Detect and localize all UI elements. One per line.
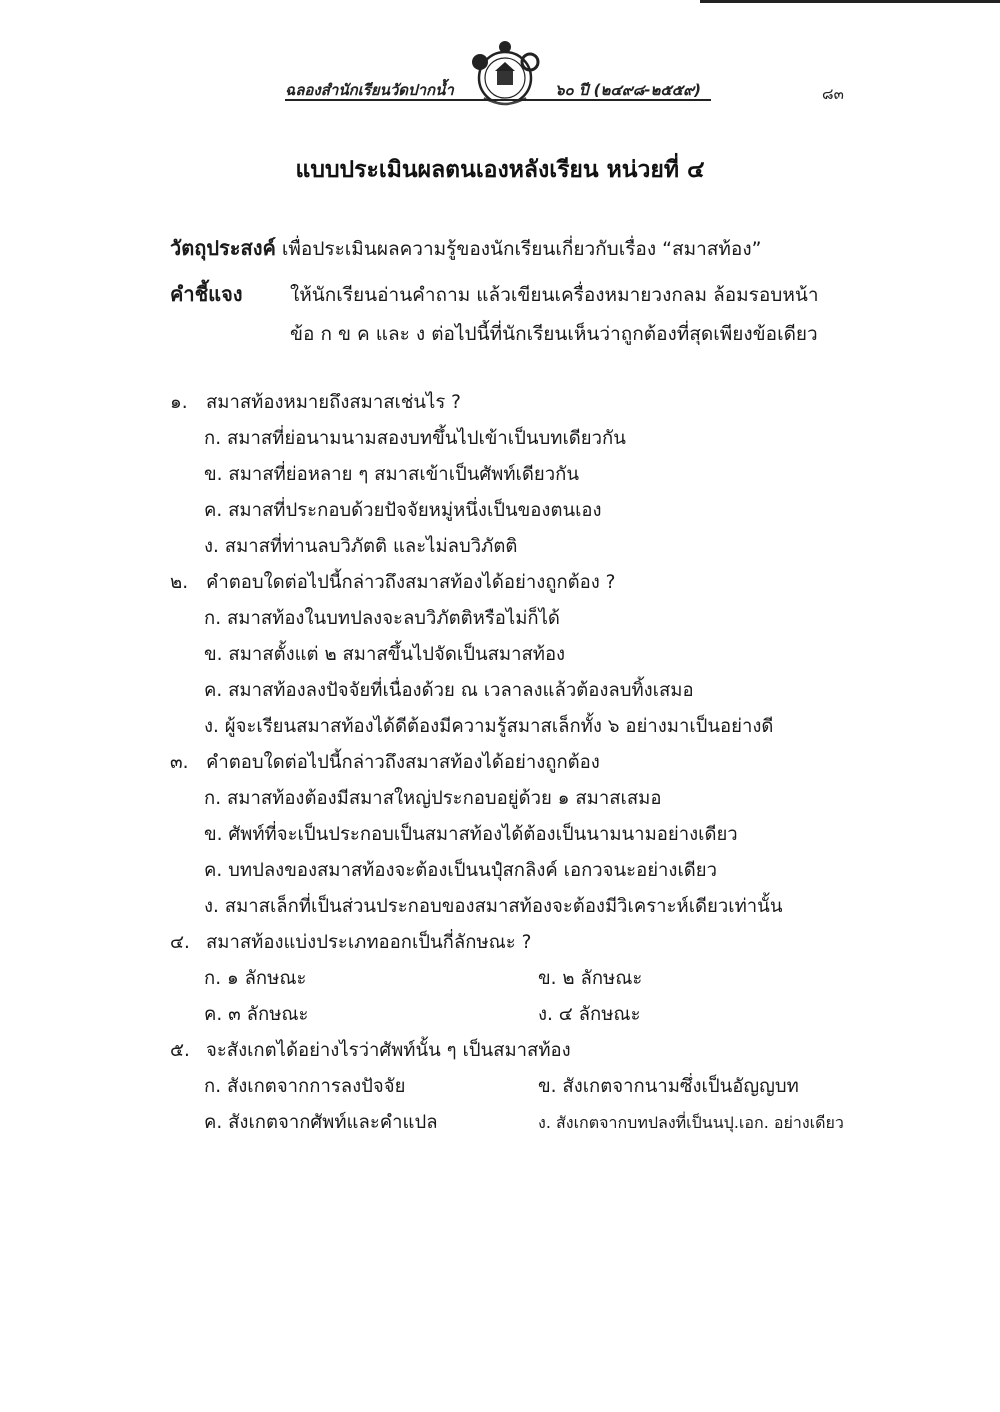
- option-item[interactable]: ค. สมาสที่ประกอบด้วยปัจจัยหมู่หนึ่งเป็นของตนเอง: [204, 500, 602, 521]
- option-item[interactable]: ก. สมาสท้องต้องมีสมาสใหญ่ประกอบอยู่ด้วย ๑ สมาสเสมอ: [204, 788, 662, 809]
- option-item[interactable]: ง. ผู้จะเรียนสมาสท้องได้ดีต้องมีความรู้สมาสเล็กทั้ง ๖ อย่างมาเป็นอย่างดี: [204, 716, 774, 737]
- option-item[interactable]: ก. สมาสท้องในบทปลงจะลบวิภัตติหรือไม่ก็ได้: [204, 608, 560, 629]
- question-text: คำตอบใดต่อไปนี้กล่าวถึงสมาสท้องได้อย่างถูกต้อง ?: [206, 572, 616, 593]
- objective-label: วัตถุประสงค์: [170, 236, 276, 260]
- option-item[interactable]: ค. ๓ ลักษณะ: [204, 1004, 309, 1025]
- option-item[interactable]: ก. สมาสที่ย่อนามนามสองบทขึ้นไปเข้าเป็นบทเดียวกัน: [204, 428, 626, 449]
- question-5: [170, 1033, 870, 1069]
- top-edge-rule: [700, 0, 1000, 3]
- option-item[interactable]: ง. ๔ ลักษณะ: [538, 1004, 641, 1025]
- question-number: ๑.: [170, 392, 188, 413]
- instruction-label: คำชี้แจง: [170, 282, 243, 306]
- option-row: [170, 997, 870, 1033]
- option-item[interactable]: ก. สังเกตจากการลงปัจจัย: [204, 1076, 406, 1097]
- instruction-line-1: ให้นักเรียนอ่านคำถาม แล้วเขียนเครื่องหมายวงกลม ล้อมรอบหน้า: [290, 284, 819, 306]
- question-1: [170, 385, 870, 421]
- option-item[interactable]: ง. สมาสที่ท่านลบวิภัตติ และไม่ลบวิภัตติ: [204, 536, 518, 557]
- question-text: สมาสท้องแบ่งประเภทออกเป็นกี่ลักษณะ ?: [206, 932, 532, 953]
- option-item[interactable]: ข. สังเกตจากนามซึ่งเป็นอัญญบท: [538, 1076, 799, 1097]
- option-item[interactable]: ง. สมาสเล็กที่เป็นส่วนประกอบของสมาสท้องจะต้องมีวิเคราะห์เดียวเท่านั้น: [204, 896, 783, 917]
- question-text: คำตอบใดต่อไปนี้กล่าวถึงสมาสท้องได้อย่างถูกต้อง: [206, 752, 600, 773]
- question-number: ๒.: [170, 572, 189, 593]
- option-item[interactable]: ง. สังเกตจากบทปลงที่เป็นนปุ.เอก. อย่างเดียว: [538, 1113, 844, 1132]
- question-4: [170, 925, 870, 961]
- option-item[interactable]: ข. สมาสตั้งแต่ ๒ สมาสขึ้นไปจัดเป็นสมาสท้อง: [204, 644, 566, 665]
- question-number: ๓.: [170, 752, 189, 773]
- page-header: [285, 40, 845, 106]
- header-right-text: ๖๐ ปี (๒๔๙๘-๒๕๕๙): [555, 81, 701, 99]
- question-number: ๔.: [170, 932, 190, 953]
- page-title: แบบประเมินผลตนเองหลังเรียน หน่วยที่ ๔: [295, 157, 705, 183]
- question-3: [170, 745, 870, 781]
- question-text: จะสังเกตได้อย่างไรว่าศัพท์นั้น ๆ เป็นสมาสท้อง: [206, 1040, 571, 1061]
- option-item[interactable]: ก. ๑ ลักษณะ: [204, 968, 307, 989]
- objective-text: เพื่อประเมินผลความรู้ของนักเรียนเกี่ยวกับเรื่อง “สมาสท้อง”: [281, 238, 762, 260]
- option-row: [170, 1069, 870, 1105]
- question-text: สมาสท้องหมายถึงสมาสเช่นไร ?: [206, 392, 461, 413]
- option-item[interactable]: ข. ๒ ลักษณะ: [538, 968, 643, 989]
- option-item[interactable]: ค. สังเกตจากศัพท์และคำแปล: [204, 1112, 438, 1133]
- question-number: ๕.: [170, 1040, 190, 1061]
- option-item[interactable]: ค. บทปลงของสมาสท้องจะต้องเป็นนปุํสกลิงค์ เอกวจนะอย่างเดียว: [204, 860, 718, 881]
- question-2: [170, 565, 870, 601]
- page-number: ๘๓: [822, 85, 844, 103]
- option-row: [170, 961, 870, 997]
- header-rule: [285, 99, 711, 101]
- objective: [170, 232, 761, 264]
- option-row: [170, 1105, 870, 1141]
- instruction-line-2: ข้อ ก ข ค และ ง ต่อไปนี้ที่นักเรียนเห็นว่าถูกต้องที่สุดเพียงข้อเดียว: [290, 323, 818, 345]
- header-left-text: ฉลองสำนักเรียนวัดปากน้ำ: [285, 81, 454, 99]
- option-item[interactable]: ข. ศัพท์ที่จะเป็นประกอบเป็นสมาสท้องได้ต้องเป็นนามนามอย่างเดียว: [204, 824, 738, 845]
- question-list: [170, 385, 870, 1141]
- option-item[interactable]: ข. สมาสที่ย่อหลาย ๆ สมาสเข้าเป็นศัพท์เดียวกัน: [204, 464, 579, 485]
- option-item[interactable]: ค. สมาสท้องลงปัจจัยที่เนื่องด้วย ณ เวลาลงแล้วต้องลบทิ้งเสมอ: [204, 680, 694, 701]
